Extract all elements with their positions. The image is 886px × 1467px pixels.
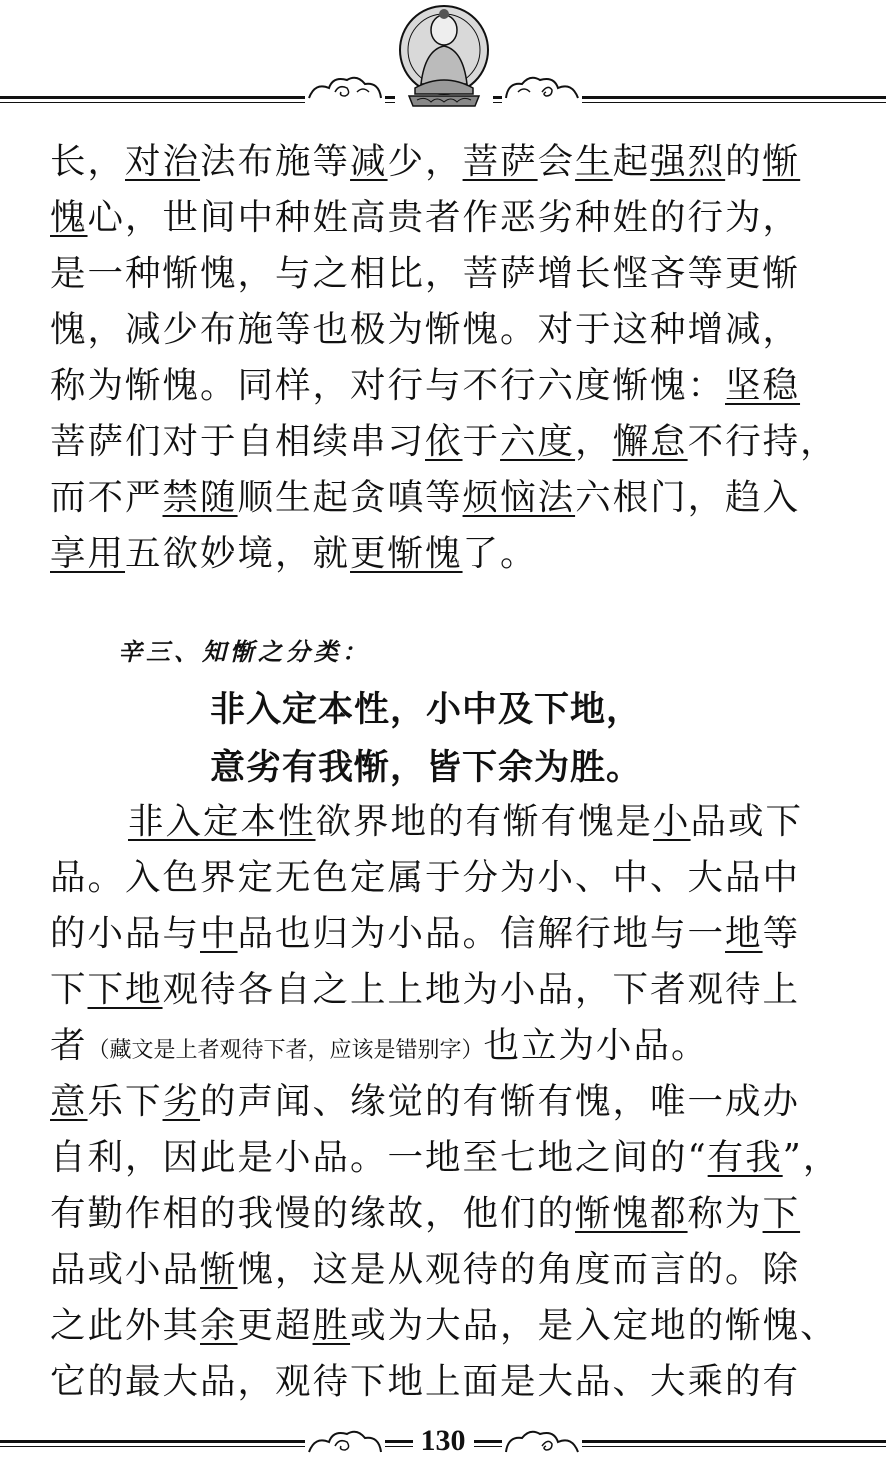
text: 不行持， <box>687 421 838 462</box>
text: 品或小品 <box>50 1249 201 1290</box>
annotation-note: （藏文是上者观待下者，应该是错别字） <box>87 1038 484 1063</box>
text: 长， <box>50 141 126 182</box>
p2-line-1 <box>128 800 803 844</box>
text: ， <box>575 421 613 462</box>
underlined-text: 随 <box>200 477 238 518</box>
p2-line-3 <box>50 912 800 956</box>
underlined-text: 下 <box>762 1193 801 1234</box>
p1-line-1 <box>50 140 800 184</box>
underlined-text: 享用 <box>50 533 126 574</box>
text: 乐下 <box>87 1081 163 1122</box>
p2-line-10 <box>50 1304 838 1348</box>
underlined-text: 坚稳 <box>725 365 801 406</box>
text: 会 <box>537 141 576 182</box>
buddha-emblem <box>395 2 493 110</box>
p2-line-2: 品。入色界定无色定属于分为小、中、大品中 <box>50 857 801 898</box>
text: 品或下 <box>690 801 804 842</box>
text: 的小品与 <box>50 913 201 954</box>
text: ”， <box>782 1137 841 1178</box>
text: 的声闻、缘觉的有惭有愧，唯一成办 <box>200 1081 801 1122</box>
underlined-text: 非入定本性 <box>128 801 316 842</box>
underlined-text: 减 <box>350 141 388 182</box>
text: 等 <box>762 913 801 954</box>
underlined-text: 劣 <box>162 1081 201 1122</box>
underlined-text: 烦恼法 <box>462 477 576 518</box>
p2-line-7 <box>50 1136 840 1180</box>
underlined-text: 胜 <box>312 1305 351 1346</box>
text: 也立为小品。 <box>483 1025 709 1066</box>
underlined-text: 余 <box>200 1305 238 1346</box>
p1-line-4: 愧，减少布施等也极为惭愧。对于这种增减， <box>50 309 801 350</box>
underlined-text: 惭 <box>762 141 801 182</box>
underlined-text: 地 <box>725 913 763 954</box>
page-number-text: 130 <box>413 1424 474 1457</box>
left-cloud-ornament <box>305 70 385 104</box>
p2-line-11: 它的最大品，观待下地上面是大品、大乘的有 <box>50 1361 801 1402</box>
text: 六根门，趋入 <box>575 477 801 518</box>
text: 起 <box>612 141 651 182</box>
text: 顺生起贪嗔等 <box>237 477 463 518</box>
verse-line-1: 非入定本性，小中及下地， <box>210 690 643 730</box>
underlined-text: 对治 <box>125 141 201 182</box>
underlined-text: 依 <box>425 421 463 462</box>
verse-line-2: 意劣有我惭，皆下余为胜。 <box>210 748 643 788</box>
underlined-text: 都 <box>650 1193 688 1234</box>
text: 称为 <box>687 1193 763 1234</box>
p2-line-9 <box>50 1248 800 1292</box>
underlined-text: 强烈 <box>650 141 726 182</box>
underlined-text: 意 <box>50 1081 88 1122</box>
underlined-text: 懈怠 <box>612 421 688 462</box>
p2-line-4 <box>50 968 800 1012</box>
text: 法布施等 <box>200 141 351 182</box>
text: 少， <box>387 141 463 182</box>
underlined-text: 禁 <box>162 477 201 518</box>
p2-line-8 <box>50 1192 800 1236</box>
p1-line-3: 是一种惭愧，与之相比，菩萨增长悭吝等更惭 <box>50 253 801 294</box>
text: 自利，因此是小品。一地至七地之间的“ <box>50 1137 708 1178</box>
text: 者 <box>50 1025 88 1066</box>
text: 心，世间中种姓高贵者作恶劣种姓的行为， <box>87 197 801 238</box>
p1-line-2 <box>50 196 800 240</box>
p1-line-7 <box>50 476 800 520</box>
page-number <box>0 1424 886 1458</box>
text: 菩萨们对于自相续串习 <box>50 421 426 462</box>
text: 五欲妙境，就 <box>125 533 351 574</box>
text: 欲界地的有惭有愧是 <box>315 801 654 842</box>
text: 了。 <box>462 533 538 574</box>
text: 下 <box>50 969 88 1010</box>
underlined-text: 更惭愧 <box>350 533 463 574</box>
text: 更超 <box>237 1305 313 1346</box>
right-cloud-ornament <box>502 70 582 104</box>
text: 品也归为小品。信解行地与一 <box>237 913 726 954</box>
section-heading: 辛三、知惭之分类： <box>118 638 370 666</box>
p1-line-8 <box>50 532 538 576</box>
text: 有勤作相的我慢的缘故，他们的 <box>50 1193 576 1234</box>
underlined-text: 小 <box>653 801 691 842</box>
p2-line-6 <box>50 1080 800 1124</box>
underlined-text: 愧 <box>50 197 88 238</box>
underlined-text: 六度 <box>500 421 576 462</box>
underlined-text: 生 <box>575 141 613 182</box>
text: 愧，这是从观待的角度而言的。除 <box>237 1249 801 1290</box>
text: 称为惭愧。同样，对行与不行六度惭愧： <box>50 365 726 406</box>
underlined-text: 菩萨 <box>462 141 538 182</box>
text: 而不严 <box>50 477 163 518</box>
p2-line-5 <box>50 1024 709 1073</box>
text: 于 <box>462 421 501 462</box>
underlined-text: 下地 <box>87 969 163 1010</box>
p1-line-6 <box>50 420 838 464</box>
underlined-text: 中 <box>200 913 238 954</box>
underlined-text: 有我 <box>707 1137 783 1178</box>
p1-line-5 <box>50 364 800 408</box>
text: 观待各自之上上地为小品，下者观待上 <box>162 969 801 1010</box>
text: 或为大品，是入定地的惭愧、 <box>350 1305 838 1346</box>
underlined-text: 惭 <box>200 1249 238 1290</box>
text: 的 <box>725 141 763 182</box>
text: 之此外其 <box>50 1305 201 1346</box>
underlined-text: 惭愧 <box>575 1193 651 1234</box>
